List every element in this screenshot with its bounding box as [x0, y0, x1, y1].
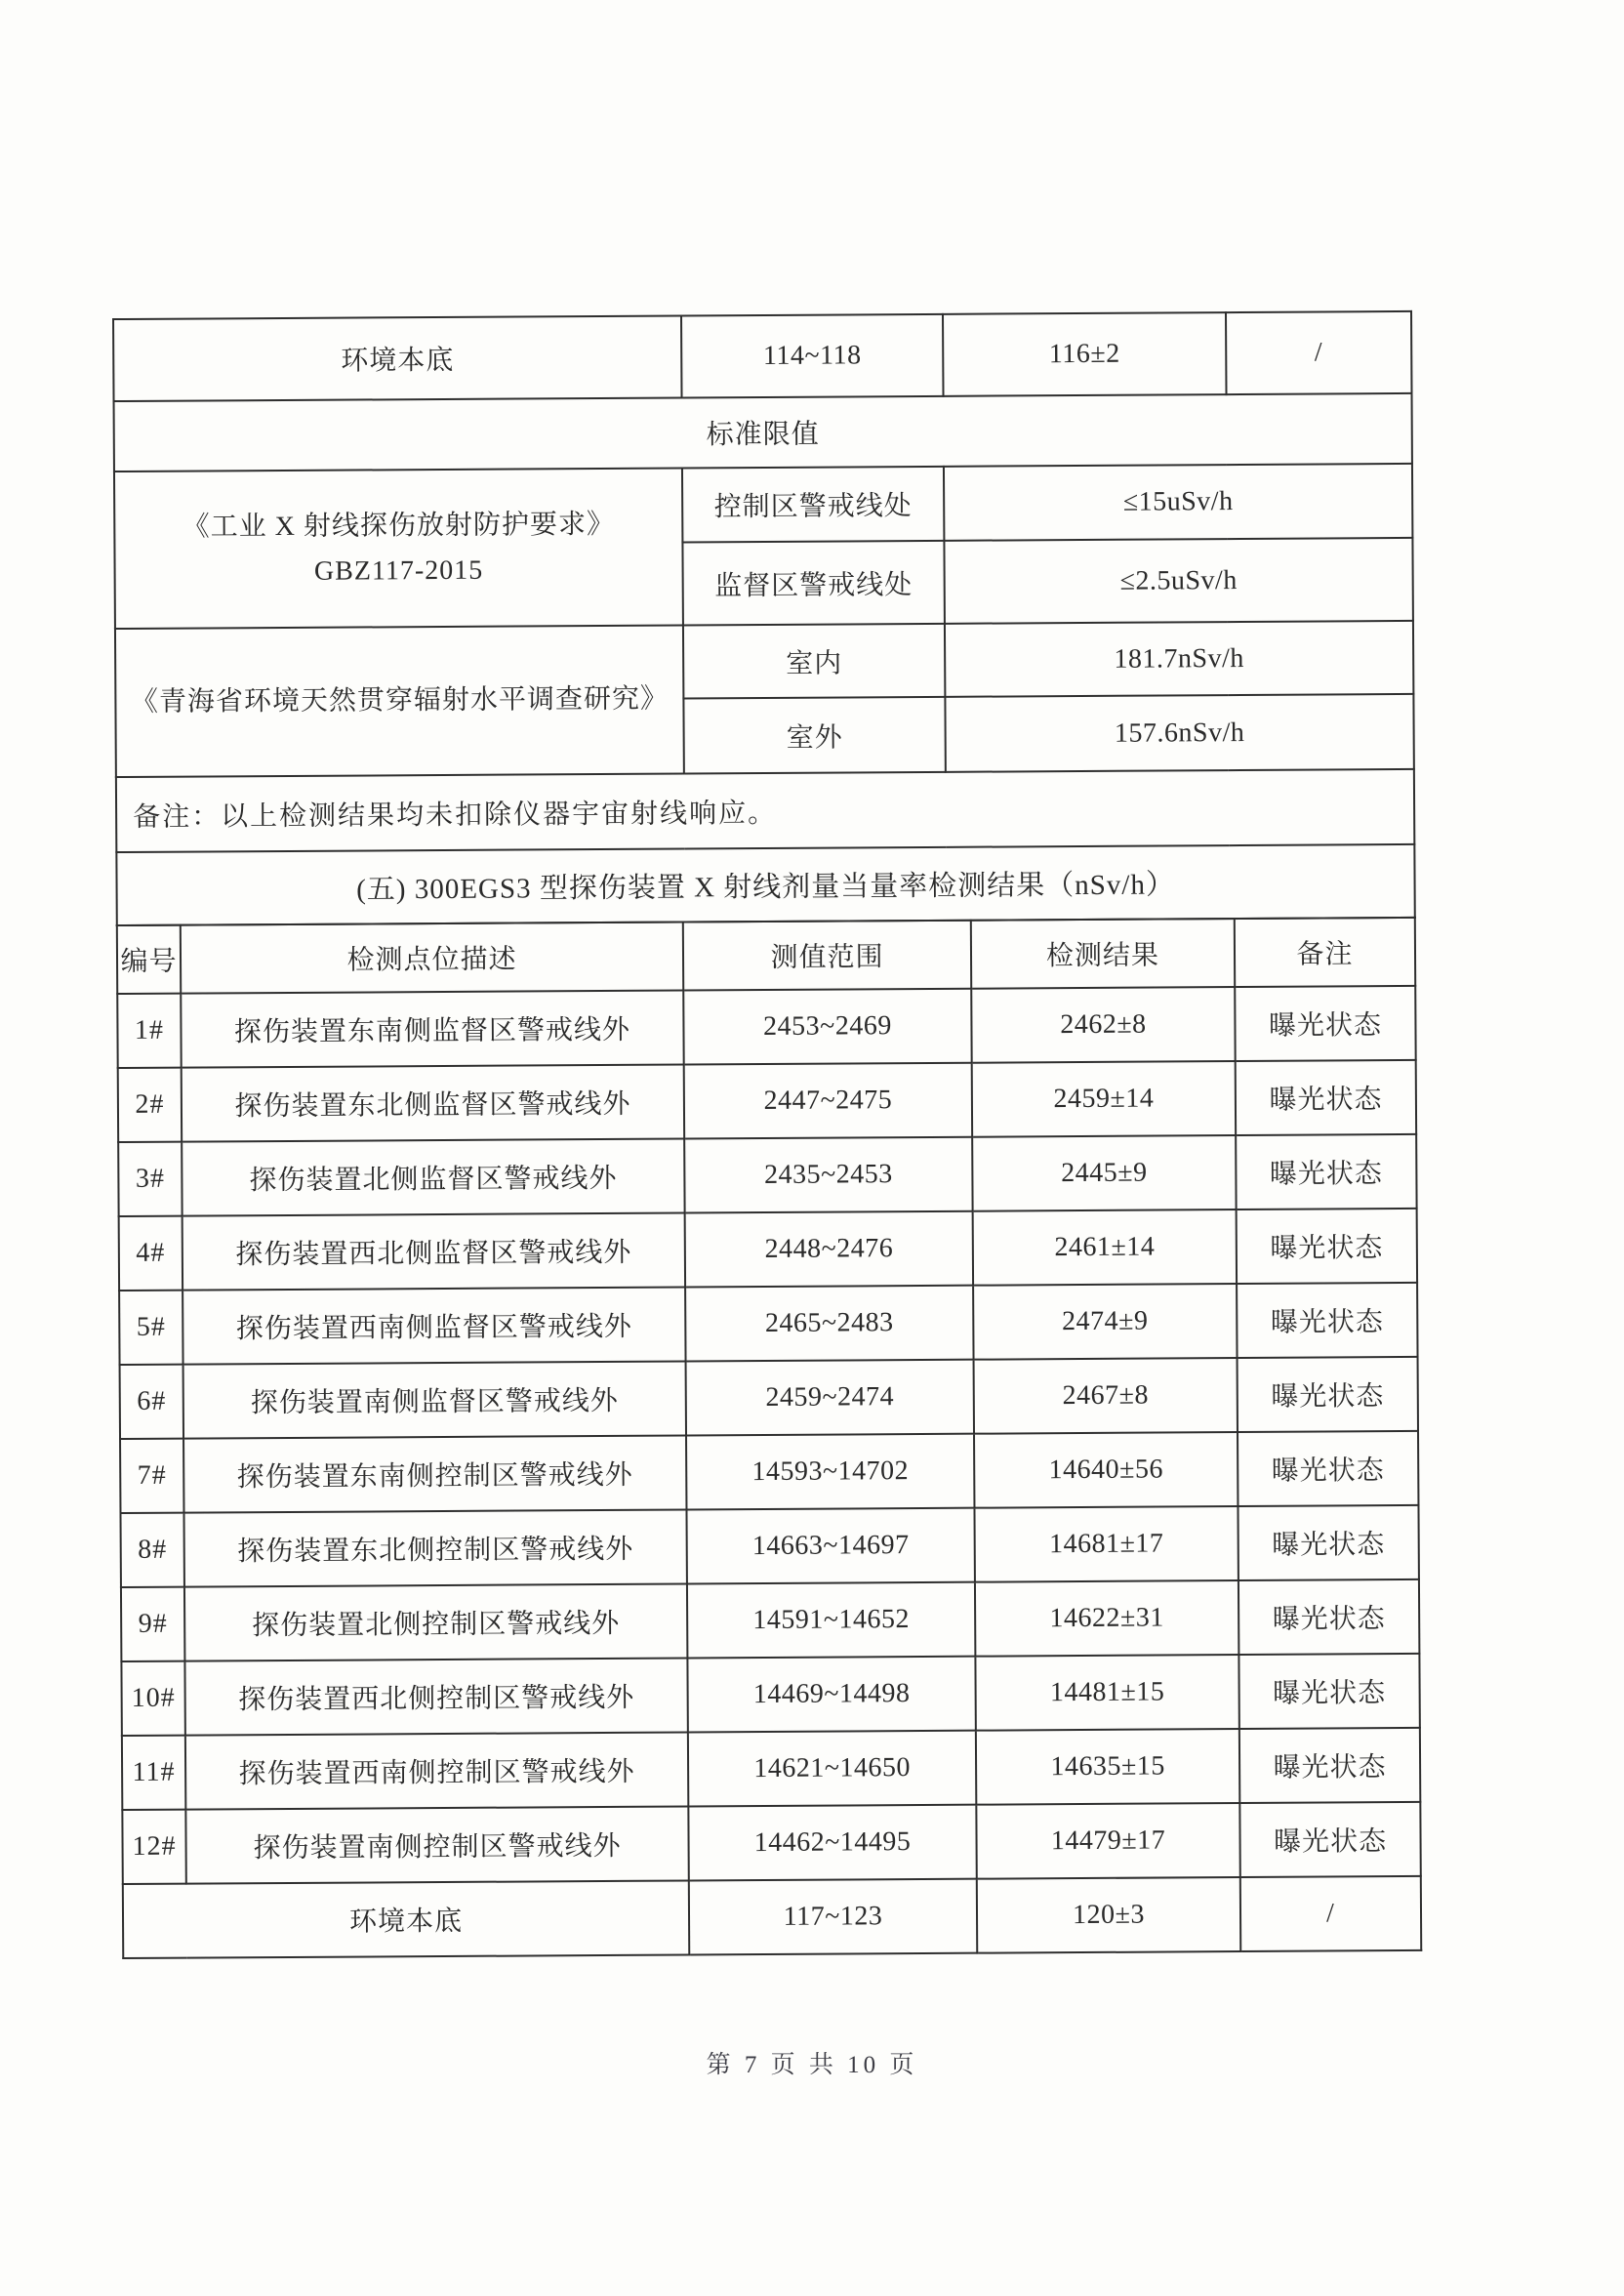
result-cell: 2467±8 [974, 1358, 1238, 1434]
location-cell: 探伤装置南侧控制区警戒线外 [185, 1806, 688, 1883]
range-cell: 14621~14650 [688, 1731, 976, 1807]
location-cell: 探伤装置西北侧监督区警戒线外 [183, 1212, 685, 1290]
table-row [120, 1357, 1418, 1439]
location-cell: 探伤装置北侧监督区警戒线外 [182, 1138, 684, 1215]
table-header-row [117, 918, 1415, 994]
standards-table [112, 310, 1416, 926]
standard2-limit1-cell: 181.7nSv/h [945, 621, 1413, 697]
row-number-cell: 2# [118, 1068, 182, 1142]
range-cell: 2459~2474 [686, 1360, 974, 1436]
table-row [117, 986, 1415, 1068]
range-cell: 14462~14495 [688, 1805, 976, 1881]
result-cell: 14622±31 [975, 1580, 1238, 1657]
result-cell: 2445±9 [972, 1135, 1236, 1211]
result-cell: 2459±14 [972, 1061, 1236, 1137]
row-number-cell: 4# [119, 1216, 183, 1291]
location-cell: 探伤装置南侧监督区警戒线外 [183, 1361, 686, 1438]
result-cell: 14635±15 [976, 1729, 1239, 1805]
range-cell: 14591~14652 [687, 1582, 975, 1659]
result-cell: 14640±56 [974, 1432, 1238, 1508]
location-cell: 探伤装置东南侧控制区警戒线外 [183, 1435, 686, 1512]
range-cell: 2453~2469 [683, 989, 971, 1065]
table-row [116, 844, 1414, 925]
env-background-result-cell: 120±3 [977, 1877, 1240, 1953]
table-row [123, 1876, 1421, 1958]
standard1-source-line2: GBZ117-2015 [313, 554, 484, 587]
result-cell: 14479±17 [976, 1803, 1239, 1879]
scan-content [112, 310, 1420, 1959]
table-row [113, 311, 1411, 401]
range-cell: 2465~2483 [685, 1286, 973, 1362]
note-cell: 曝光状态 [1237, 1209, 1417, 1284]
env-background-note-cell: / [1226, 311, 1412, 394]
note-cell: 曝光状态 [1236, 1134, 1416, 1210]
standard1-limit2-cell: ≤2.5uSv/h [944, 538, 1413, 624]
note-cell: 曝光状态 [1239, 1728, 1420, 1803]
row-number-cell: 6# [120, 1365, 183, 1439]
range-cell: 14469~14498 [687, 1657, 975, 1733]
note-cell: 曝光状态 [1238, 1579, 1419, 1655]
env-background-result-cell: 116±2 [943, 312, 1227, 396]
table-row [114, 464, 1412, 546]
standard1-source-cell [114, 468, 683, 629]
standard1-limit1-cell: ≤15uSv/h [944, 464, 1412, 541]
note-cell: 曝光状态 [1238, 1357, 1418, 1432]
row-number-cell: 9# [121, 1587, 184, 1661]
header-number-cell: 编号 [117, 925, 181, 994]
standard1-location1-cell: 控制区警戒线处 [682, 467, 944, 543]
env-background-label-cell: 环境本底 [123, 1880, 689, 1958]
row-number-cell: 3# [118, 1142, 182, 1216]
note-cell: 曝光状态 [1238, 1505, 1418, 1580]
note-cell: 曝光状态 [1238, 1431, 1418, 1506]
table-row [120, 1431, 1418, 1513]
table-row [120, 1505, 1418, 1587]
range-cell: 14593~14702 [686, 1434, 974, 1510]
table-row [118, 1060, 1416, 1142]
standard2-location1-cell: 室内 [683, 624, 945, 699]
env-background-note-cell: / [1240, 1876, 1421, 1951]
range-cell: 2447~2475 [684, 1063, 972, 1139]
results-table [116, 917, 1422, 1959]
env-background-label-cell: 环境本底 [113, 316, 682, 402]
row-number-cell: 12# [122, 1810, 185, 1884]
location-cell: 探伤装置西南侧监督区警戒线外 [183, 1287, 685, 1364]
location-cell: 探伤装置西北侧控制区警戒线外 [184, 1658, 687, 1735]
row-number-cell: 8# [120, 1513, 183, 1587]
table-row [115, 621, 1413, 702]
row-number-cell: 5# [119, 1291, 183, 1365]
env-background-range-cell: 117~123 [689, 1879, 977, 1955]
standard-limit-header-cell: 标准限值 [114, 393, 1412, 472]
location-cell: 探伤装置东北侧控制区警戒线外 [183, 1509, 686, 1586]
remark-cell: 备注：以上检测结果均未扣除仪器宇宙射线响应。 [116, 769, 1414, 852]
row-number-cell: 1# [117, 994, 181, 1068]
standard2-location2-cell: 室外 [683, 697, 945, 774]
location-cell: 探伤装置东北侧监督区警戒线外 [182, 1064, 684, 1141]
header-result-cell: 检测结果 [971, 919, 1235, 989]
location-cell: 探伤装置西南侧控制区警戒线外 [185, 1732, 688, 1809]
note-cell: 曝光状态 [1238, 1654, 1419, 1729]
result-cell: 2462±8 [971, 987, 1235, 1063]
header-note-cell: 备注 [1235, 918, 1415, 987]
table-row [121, 1579, 1419, 1661]
range-cell: 14663~14697 [686, 1508, 974, 1584]
table-row [114, 393, 1412, 472]
row-number-cell: 11# [122, 1736, 185, 1810]
result-cell: 14481±15 [975, 1655, 1238, 1731]
table-row [122, 1802, 1420, 1884]
standard1-source-line1: 《工业 X 射线探伤放射防护要求》 [182, 509, 616, 543]
header-range-cell: 测值范围 [683, 921, 971, 991]
standard2-source-line1: 《青海省环境天然贯穿辐射水平调查研究》 [130, 683, 670, 718]
table-row [122, 1728, 1420, 1810]
result-cell: 2461±14 [973, 1210, 1237, 1286]
note-cell: 曝光状态 [1236, 1060, 1416, 1135]
table-row [118, 1134, 1416, 1216]
range-cell: 2435~2453 [684, 1137, 972, 1213]
table-row [121, 1654, 1419, 1736]
result-cell: 14681±17 [974, 1506, 1238, 1582]
row-number-cell: 7# [120, 1439, 183, 1513]
standard1-location2-cell: 监督区警戒线处 [682, 541, 945, 626]
note-cell: 曝光状态 [1237, 1283, 1417, 1358]
table-row [119, 1209, 1417, 1291]
section-title-cell: (五) 300EGS3 型探伤装置 X 射线剂量当量率检测结果（nSv/h） [116, 844, 1414, 925]
table-row [119, 1283, 1417, 1365]
standard2-source-cell [115, 625, 684, 777]
page-footer: 第 7 页 共 10 页 [706, 2052, 918, 2078]
env-background-range-cell: 114~118 [681, 314, 944, 398]
header-location-cell: 检测点位描述 [181, 922, 683, 994]
location-cell: 探伤装置北侧控制区警戒线外 [184, 1583, 687, 1660]
range-cell: 2448~2476 [685, 1211, 973, 1288]
row-number-cell: 10# [121, 1661, 184, 1736]
location-cell: 探伤装置东南侧监督区警戒线外 [181, 991, 683, 1068]
note-cell: 曝光状态 [1235, 986, 1415, 1061]
result-cell: 2474±9 [973, 1284, 1237, 1360]
standard2-limit2-cell: 157.6nSv/h [945, 694, 1413, 772]
table-row [116, 769, 1414, 852]
note-cell: 曝光状态 [1239, 1802, 1420, 1877]
